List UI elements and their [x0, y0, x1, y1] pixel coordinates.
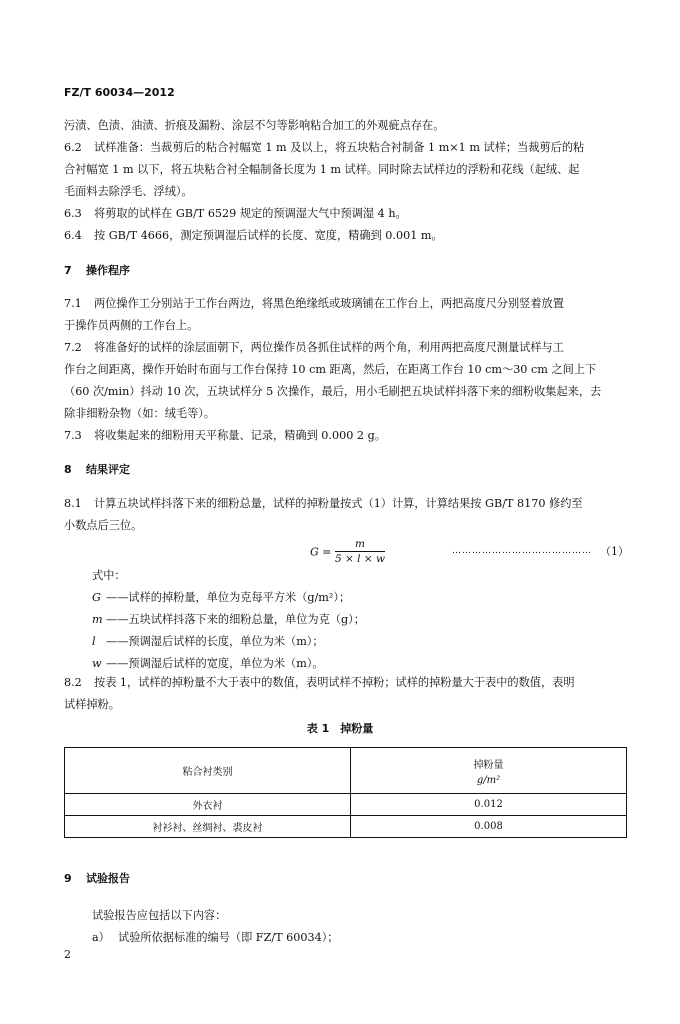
- variable-symbol: m: [92, 613, 103, 626]
- para-9-intro: 试验报告应包括以下内容：: [92, 909, 227, 922]
- cell-powder-loss-value: 0.008: [351, 816, 627, 838]
- para-7-1-line-1: [64, 293, 564, 315]
- header-cell-powder-loss: [351, 748, 627, 794]
- list-marker: a）: [92, 931, 110, 944]
- formula-leader-dots: [452, 546, 592, 556]
- header-unit: g/m²: [476, 774, 501, 786]
- leader-dots: ……………………………………: [452, 546, 592, 556]
- para-8-2-line-2: 试样掉粉。: [64, 698, 120, 711]
- formula-denominator: 5 × l × w: [335, 553, 385, 565]
- para-text: 将剪取的试样在 GB/T 6529 规定的预调湿大气中预调湿 4 h。: [94, 207, 407, 220]
- formula-1: [310, 538, 385, 566]
- variable-symbol: w: [92, 657, 102, 670]
- para-text: 两位操作工分别站于工作台两边，将黑色绝缘纸或玻璃铺在工作台上，两把高度尺分别竖着放置: [94, 297, 564, 310]
- para-6-2-line-1: [64, 137, 584, 159]
- variable-description: ——五块试样抖落下来的细粉总量，单位为克（g）；: [106, 613, 365, 626]
- header-cell-category: 粘合衬类别: [65, 748, 351, 794]
- variable-description: ——试样的掉粉量，单位为克每平方米（g/m²）；: [106, 591, 351, 604]
- cell-interlining-type: 衬衫衬、丝绸衬、裘皮衬: [65, 816, 351, 838]
- variable-symbol: G: [92, 591, 101, 604]
- para-text: 按表 1，试样的掉粉量不大于表中的数值，表明试样不掉粉；试样的掉粉量大于表中的数值，表明: [94, 676, 575, 689]
- formula-numerator: m: [335, 538, 385, 552]
- variable-description: ——预调湿后试样的长度，单位为米（m）；: [106, 635, 324, 648]
- clause-number: 6.2: [64, 141, 82, 154]
- formula-lhs: G =: [310, 545, 332, 559]
- section-number: 9: [64, 872, 72, 885]
- list-item-a: [92, 927, 339, 949]
- section-number: 8: [64, 463, 72, 476]
- section-9-heading: [64, 870, 130, 886]
- formula-fraction: [335, 538, 385, 566]
- para-text: 试样准备：当裁剪后的粘合衬幅宽 1 m 及以上，将五块粘合衬制备 1 m×1 m 试样；当裁剪后的粘: [94, 141, 585, 154]
- clause-number: 7.1: [64, 297, 82, 310]
- cell-interlining-type: 外衣衬: [65, 794, 351, 816]
- header-label: 掉粉量: [473, 759, 504, 771]
- list-text: 试验所依据标准的编号（即 FZ/T 60034）；: [118, 931, 339, 944]
- para-text: 将准备好的试样的涂层面朝下，两位操作员各抓住试样的两个角，利用两把高度尺测量试样与工: [94, 341, 564, 354]
- para-6-3: [64, 203, 407, 225]
- page-number: 2: [64, 948, 71, 961]
- variable-definition: [92, 587, 350, 609]
- variable-description: ——预调湿后试样的宽度，单位为米（m）。: [106, 657, 324, 670]
- where-label: 式中：: [92, 569, 126, 582]
- para-7-3: [64, 425, 386, 447]
- section-title: 结果评定: [86, 463, 130, 476]
- section-title: 操作程序: [86, 264, 130, 277]
- clause-number: 6.4: [64, 229, 82, 242]
- table-header-row: [65, 748, 627, 794]
- section-number: 7: [64, 264, 72, 277]
- clause-number: 8.2: [64, 676, 82, 689]
- para-6-1-continuation: 污渍、色渍、油渍、折痕及漏粉、涂层不匀等影响粘合加工的外观疵点存在。: [64, 119, 445, 132]
- clause-number: 6.3: [64, 207, 82, 220]
- para-6-2-line-2: 合衬幅宽 1 m 以下，将五块粘合衬全幅制备长度为 1 m 试样。同时除去试样边的浮粉和花线（起绒、起: [64, 163, 580, 176]
- para-7-2-line-3: （60 次/min）抖动 10 次，五块试样分 5 次操作，最后，用小毛刷把五块试样抖落下来的细粉收集起来，去: [64, 385, 602, 398]
- clause-number: 7.2: [64, 341, 82, 354]
- table-row: [65, 794, 627, 816]
- variable-definition: [92, 609, 365, 631]
- variable-definition: [92, 631, 324, 653]
- para-text: 按 GB/T 4666，测定预调湿后试样的长度、宽度，精确到 0.001 m。: [94, 229, 443, 242]
- para-8-1-line-2: 小数点后三位。: [64, 519, 143, 532]
- clause-number: 7.3: [64, 429, 82, 442]
- powder-loss-table: [64, 747, 627, 838]
- para-8-1-line-1: [64, 493, 583, 515]
- para-6-2-line-3: 毛面料去除浮毛、浮绒）。: [64, 185, 193, 198]
- para-8-2-line-1: [64, 672, 575, 694]
- para-7-2-line-4: 除非细粉杂物（如：绒毛等）。: [64, 407, 216, 420]
- clause-number: 8.1: [64, 497, 82, 510]
- formula-number: （1）: [600, 545, 629, 558]
- section-7-heading: [64, 262, 130, 278]
- table-row: [65, 816, 627, 838]
- para-6-4: [64, 225, 443, 247]
- section-title: 试验报告: [86, 872, 130, 885]
- standard-code: FZ/T 60034—2012: [64, 86, 175, 99]
- para-text: 计算五块试样抖落下来的细粉总量，试样的掉粉量按式（1）计算，计算结果按 GB/T 8170 修约至: [94, 497, 583, 510]
- cell-powder-loss-value: 0.012: [351, 794, 627, 816]
- table-caption: 表 1 掉粉量: [306, 722, 374, 735]
- para-7-2-line-1: [64, 337, 564, 359]
- para-text: 将收集起来的细粉用天平称量、记录，精确到 0.000 2 g。: [94, 429, 386, 442]
- section-8-heading: [64, 461, 130, 477]
- para-7-2-line-2: 作台之间距离，操作开始时布面与工作台保持 10 cm 距离，然后，在距离工作台 10 cm～30 cm 之间上下: [64, 363, 597, 376]
- para-7-1-line-2: 于操作员两侧的工作台上。: [64, 319, 199, 332]
- variable-symbol: l: [92, 635, 96, 648]
